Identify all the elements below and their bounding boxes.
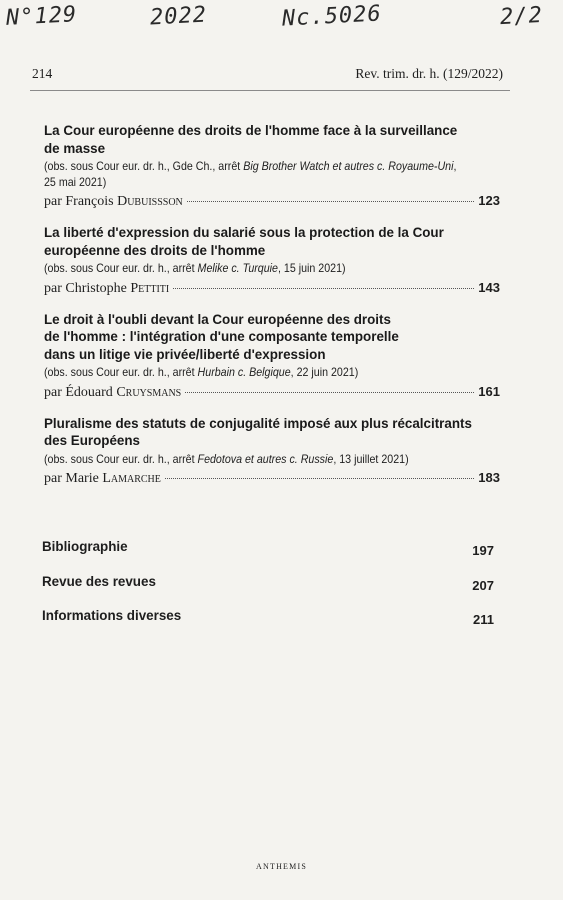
entry-page: 161 [478, 383, 500, 399]
entry-title: Le droit à l'oubli devant la Cour européenne des droits de l'homme : l'intégration d'une composante temporelle dans un litige vie privée/liberté d'expression [44, 311, 399, 362]
toc-entry [44, 122, 500, 210]
handwritten-page-count: 2/2 [499, 2, 544, 31]
section-page: 207 [472, 578, 494, 593]
entry-author: par Marie Lamarche [44, 471, 161, 486]
entry-title: Pluralisme des statuts de conjugalité imposé aux plus récalcitrants des Européens [44, 415, 472, 448]
publisher-footer: ANTHEMIS [256, 862, 307, 871]
entry-author: par François Dubuissson [44, 194, 183, 209]
dot-leader [187, 201, 475, 202]
toc-entry [44, 415, 500, 488]
entry-title: La Cour européenne des droits de l'homme face à la surveillance de masse [44, 123, 458, 156]
section-label: Informations diverses [42, 608, 182, 623]
entry-page: 183 [478, 470, 500, 485]
journal-reference: Rev. trim. dr. h. (129/2022) [355, 66, 503, 81]
entry-observation: (obs. sous Cour eur. dr. h., arrêt Hurbain c. Belgique, 22 juin 2021) [44, 366, 359, 379]
entry-observation: (obs. sous Cour eur. dr. h., arrêt Fedotova et autres c. Russie, 13 juillet 2021) [44, 452, 409, 466]
entry-author-line [44, 384, 500, 401]
entry-observation: (obs. sous Cour eur. dr. h., Gde Ch., arrêt Big Brother Watch et autres c. Royaume-Uni, 25 mai 2021) [44, 160, 457, 189]
toc-entry [44, 311, 500, 401]
entry-author-line [44, 280, 500, 297]
section-label: Revue des revues [42, 574, 156, 589]
header-rule [30, 90, 510, 91]
section-page: 197 [472, 543, 494, 558]
section-informations-diverses [42, 608, 494, 627]
toc-entry [44, 224, 500, 297]
table-of-contents [44, 122, 500, 501]
section-page: 211 [473, 612, 494, 627]
handwritten-reference: Nc.5026 [281, 1, 383, 32]
entry-author: par Christophe Pettiti [44, 280, 170, 296]
handwritten-year: 2022 [149, 2, 208, 31]
entry-page: 123 [478, 193, 500, 208]
page-number: 214 [32, 66, 53, 81]
section-revue-des-revues [42, 574, 494, 593]
dot-leader [185, 392, 474, 393]
dot-leader [165, 478, 474, 479]
handwritten-annotations [0, 0, 563, 40]
entry-page: 143 [478, 279, 500, 295]
section-bibliographie [42, 539, 494, 558]
entry-observation: (obs. sous Cour eur. dr. h., arrêt Melike c. Turquie, 15 juin 2021) [44, 262, 346, 275]
entry-author: par Édouard Cruysmans [44, 384, 182, 400]
handwritten-issue-number: N°129 [5, 2, 78, 31]
entry-author-line [44, 470, 500, 487]
entry-title: La liberté d'expression du salarié sous la protection de la Cour européenne des droits de l'homme [44, 225, 444, 258]
dot-leader [173, 288, 474, 289]
entry-author-line [44, 193, 500, 210]
section-label: Bibliographie [42, 539, 128, 554]
